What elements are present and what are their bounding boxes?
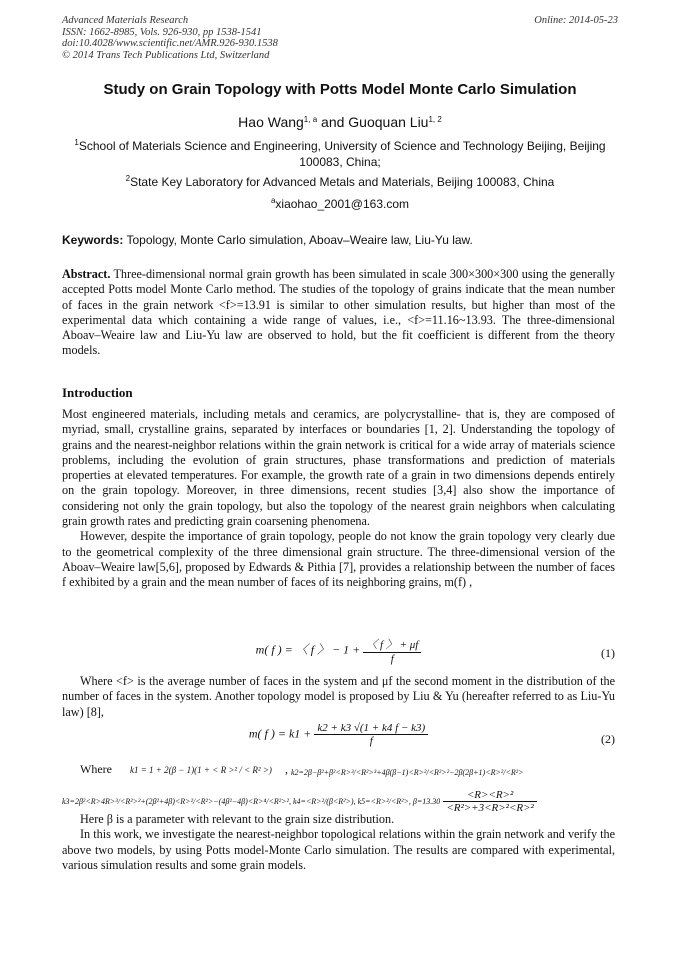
intro-paragraph-1 — [62, 407, 615, 591]
k3-definition: k3=2β²<R>4R>³/<R²>²+(2β²+4β)<R>²/<R²>−(4β²−4β)<R>⁴/<R²>², k4=<R>²/(β<R²>), k5=<R>²/<R²>, β=13.30 — [62, 797, 441, 806]
author-2-sup: 1, 2 — [428, 115, 442, 124]
intro-p2-text: However, despite the importance of grain topology, people do not know the grain topology very clearly due to the geometrical complexity of the three dimensional grain structure. The three-dimensional version of the Aboav–Weaire law[5,6], proposed by Edwards & Pithia [7], provides a relationship between the number of faces f exhibited by a grain and the mean number of faces of its neighboring grains, m(f) , — [62, 529, 615, 590]
email-sup: a — [270, 196, 276, 205]
keywords-label: Keywords: — [62, 233, 124, 247]
affiliation-2 — [62, 175, 618, 191]
copyright-line: © 2014 Trans Tech Publications Ltd, Switzerland — [62, 49, 270, 61]
paper-title: Study on Grain Topology with Potts Model Monte Carlo Simulation — [103, 81, 577, 98]
intro-p3-text: Where <f> is the average number of faces in the system and μf the second moment in the distribution of the number of faces in the system. Another topology model is proposed by Liu & Yu (hereafter referred to as Liu-Yu law) [8], — [62, 674, 615, 719]
journal-header — [62, 15, 618, 61]
eq2-denominator: f — [369, 735, 373, 747]
issn-line: ISSN: 1662-8985, Vols. 926-930, pp 1538-1541 — [62, 26, 262, 38]
equation-1 — [62, 636, 615, 665]
keywords-text: Topology, Monte Carlo simulation, Aboav–Weaire law, Liu-Yu law. — [123, 233, 473, 247]
k2-definition: k2=2β−β²+β²<R>³/<R²>³+4β(β−1)<R>²/<R²>²−2β(2β+1)<R>²/<R²> — [290, 768, 524, 777]
eq2-fraction — [314, 722, 428, 747]
where-label: Where — [80, 762, 112, 776]
keywords — [62, 233, 618, 247]
intro-p1-text: Most engineered materials, including metals and ceramics, are polycrystalline- that is, they are composed of myriad, small, crystalline grains, separated by interfaces or boundaries [1, 2]. Understanding the topology of grains and the nearest-neighbor relations within the grain network is critical for a wide array of materials science problems, including the evolution of grain structures, phase transformations and prediction of materials properties at elevated temperatures. For example, the growth rate of a grain in two dimensions depends entirely on the grain topology. Moreover, in three dimensions, recent studies [3,4] also show the importance of considering not only the grain topology, but also the topology of the nearest grain neighbors when calculating grain growth rates and predicting grain coarsening phenomena. — [62, 407, 615, 529]
author-1: Hao Wang — [238, 114, 304, 130]
eq2-numerator: k2 + k3 √(1 + k4 f − k3) — [314, 722, 428, 735]
where-k1-k2-line: Where k1 = 1 + 2(β − 1)(1 + < R >² / < R² >) , k2=2β−β²+β²<R>³/<R²>³+4β(β−1)<R>²/<R²>²−2β(2β+1)<R>²/<R²> — [80, 762, 524, 777]
eq1-denominator: f — [390, 653, 394, 665]
abstract — [62, 267, 619, 359]
affiliation-2-sup: 2 — [125, 174, 131, 183]
beta-numerator: <R><R>² — [443, 789, 537, 802]
affiliation-2-text: State Key Laboratory for Advanced Metals and Materials, Beijing 100083, China — [130, 175, 555, 189]
authors-line — [62, 114, 618, 130]
email-line — [62, 197, 618, 213]
authors-and: and — [317, 114, 349, 130]
affiliation-1 — [62, 139, 618, 170]
beta-denominator: <R²>+3<R>²<R>² — [446, 802, 534, 814]
abstract-text: Three-dimensional normal grain growth has been simulated in scale 300×300×300 using the generally accepted Potts model Monte Carlo method. The studies of the topology of grains indicate that the mean number of faces in the grain network <f>=13.91 is similar to other simulation results, but higher than most of the experimental data which containing a wide range of values, i.e., <f>=11.16~13.93. The three-dimensional Aboav–Weaire law and Liu-Yu law are observed to hold, but the fit coefficient is different from the theory models. — [62, 267, 619, 358]
k1-definition: k1 = 1 + 2(β − 1)(1 + < R >² / < R² >) — [129, 765, 272, 775]
eq1-lhs: m( f ) = 〈 f 〉 − 1 + — [255, 642, 364, 657]
intro-paragraph-3 — [62, 674, 615, 720]
author-1-sup: 1, a — [303, 115, 318, 124]
introduction-heading: Introduction — [62, 385, 133, 400]
intro-paragraph-4 — [62, 812, 615, 873]
affiliation-1-text: School of Materials Science and Engineering, University of Science and Technology Beijing, Beijing 100083, China; — [78, 139, 606, 169]
author-2: Guoquan Liu — [348, 114, 429, 130]
equation-2 — [62, 722, 615, 747]
email-address[interactable]: xiaohao_2001@163.com — [275, 197, 410, 211]
journal-name: Advanced Materials Research — [62, 15, 189, 26]
abstract-label: Abstract. — [62, 267, 111, 281]
doi-line: doi:10.4028/www.scientific.net/AMR.926-930.1538 — [62, 38, 278, 49]
eq2-number: (2) — [601, 732, 615, 746]
beta-fraction — [443, 789, 537, 814]
eq1-fraction — [363, 636, 421, 665]
k3-k5-beta-line — [62, 789, 615, 814]
online-date: Online: 2014-05-23 — [534, 15, 618, 26]
intro-p5-text: In this work, we investigate the nearest-neighbor topological relations within the grain network and verify the above two models, by using Potts model-Monte Carlo simulation. The results are compared with experimental, various simulation results and some grain models. — [62, 827, 615, 872]
affiliation-1-sup: 1 — [74, 138, 79, 147]
eq2-lhs: m( f ) = k1 + — [248, 726, 315, 741]
eq1-number: (1) — [601, 646, 615, 660]
intro-p4-text: Here β is a parameter with relevant to the grain size distribution. — [80, 812, 395, 826]
eq1-numerator: 〈 f 〉 + μf — [363, 636, 421, 653]
